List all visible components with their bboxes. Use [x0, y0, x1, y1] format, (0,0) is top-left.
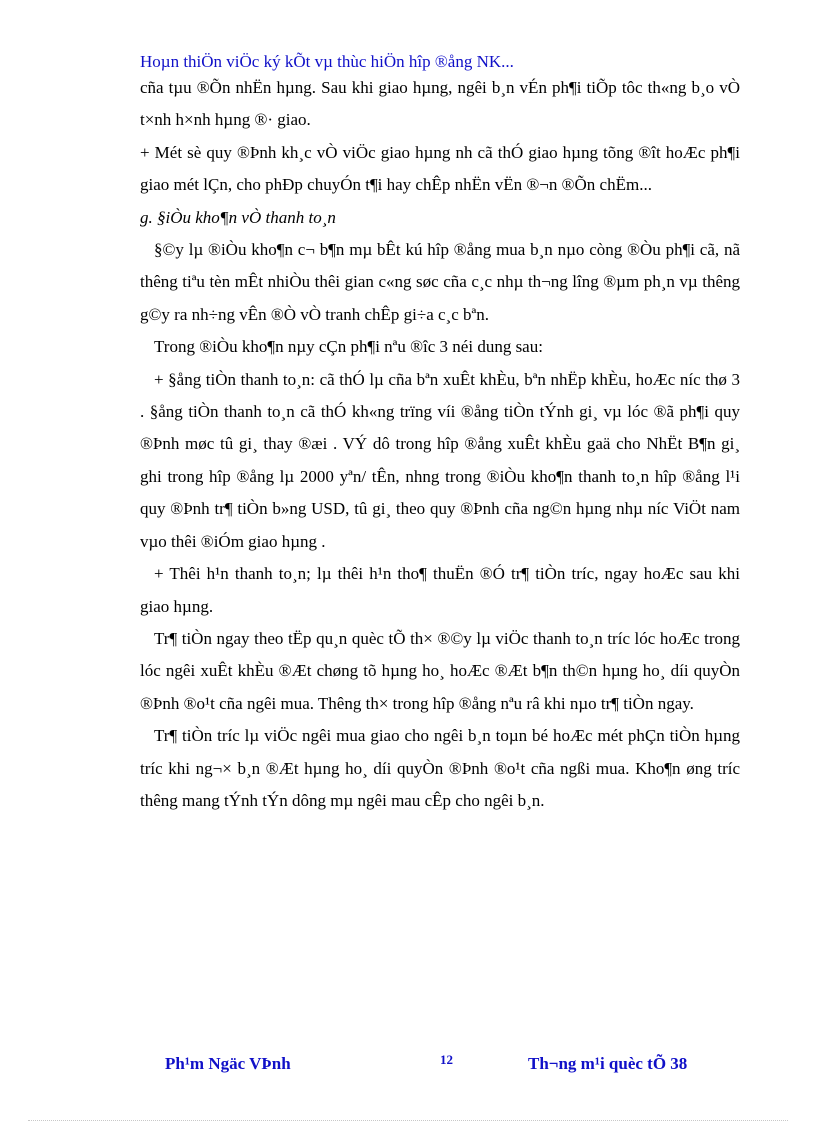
paragraph-4: Trong ®iÒu kho¶n nµy cÇn ph¶i nªu ®îc 3 néi dung sau:	[154, 337, 543, 357]
page-bottom-rule	[28, 1120, 788, 1121]
paragraph-2: + Mét sè quy ®Þnh kh¸c vÒ viÖc giao hµng nh cã thÓ giao hµng tõng ®ît hoÆc ph¶i giao mét lÇn, cho phÐp chuyÓn t¶i hay chÊp nhËn vËn ®¬n ®Õn chËm...	[140, 142, 740, 195]
footer-author: Ph¹m Ngäc VÞnh	[165, 1054, 291, 1073]
paragraph-8: Tr¶ tiÒn tríc lµ viÖc ngêi mua giao cho ngêi b¸n toµn bé hoÆc mét phÇn tiÒn hµng tríc khi ng¬× b¸n ®Æt hµng ho¸ díi quyÒn ®Þnh ®o¹t cña ngßi mua. Kho¶n øng tríc thêng mang tÝnh tÝn dông mµ ngêi mau cÊp cho ngêi b¸n.	[140, 726, 740, 810]
running-header: Hoµn thiÖn viÖc ký kÕt vµ thùc hiÖn hîp ®ång NK...	[140, 52, 514, 71]
page-number: 12	[440, 1052, 453, 1067]
paragraph-3: §©y lµ ®iÒu kho¶n c¬ b¶n mµ bÊt kú hîp ®ång mua b¸n nµo còng ®Òu ph¶i cã, nã thêng tiªu tèn mÊt nhiÒu thêi gian c«ng søc cña c¸c nhµ th¬ng lîng ®µm ph¸n vµ thêng g©y ra nh÷ng vÊn ®Ò vÒ tranh chÊp gi÷a c¸c bªn.	[140, 240, 740, 324]
footer-course: Th¬ng m¹i quèc tÕ 38	[528, 1054, 688, 1073]
paragraph-7: Tr¶ tiÒn ngay theo tËp qu¸n quèc tÕ th× ®©y lµ viÖc thanh to¸n tríc lóc hoÆc trong lóc ngêi xuÊt khÈu ®Æt chøng tõ hµng ho¸ hoÆc ®Æt b¶n th©n hµng ho¸ díi quyÒn ®Þnh ®o¹t cña ngêi mua. Thêng th× trong hîp ®ång nªu râ khi nµo tr¶ tiÒn ngay.	[140, 628, 740, 713]
paragraph-5: + §ång tiÒn thanh to¸n: cã thÓ lµ cña bªn xuÊt khÈu, bªn nhËp khÈu, hoÆc níc thø 3 . §ång tiÒn thanh to¸n cã thÓ kh«ng trïng víi ®ång tiÒn tÝnh gi¸ vµ lóc ®ã ph¶i quy ®Þnh møc tû gi¸ thay ®æi . VÝ dô trong hîp ®ång xuÊt khÈu gaä cho NhËt B¶n gi¸ ghi trong hîp ®ång lµ 2000 yªn/ tÊn, nhng trong ®iÒu kho¶n thanh to¸n hîp ®ång l¹i quy ®Þnh tr¶ tiÒn b»ng USD, tû gi¸ theo quy ®Þnh cña ng©n hµng nhµ níc ViÖt nam vµo thêi ®iÓm giao hµng .	[140, 369, 740, 551]
body-text	[140, 72, 740, 817]
section-heading-payment: g. §iÒu kho¶n vÒ thanh to¸n	[140, 207, 336, 227]
paragraph-6: + Thêi h¹n thanh to¸n; lµ thêi h¹n tho¶ thuËn ®Ó tr¶ tiÒn tríc, ngay hoÆc sau khi giao hµng.	[140, 564, 740, 616]
paragraph-1: cña tµu ®Õn nhËn hµng. Sau khi giao hµng, ngêi b¸n vÉn ph¶i tiÕp tôc th«ng b¸o vÒ t×nh h×nh hµng ®· giao.	[140, 78, 740, 130]
page-footer	[0, 1054, 816, 1078]
